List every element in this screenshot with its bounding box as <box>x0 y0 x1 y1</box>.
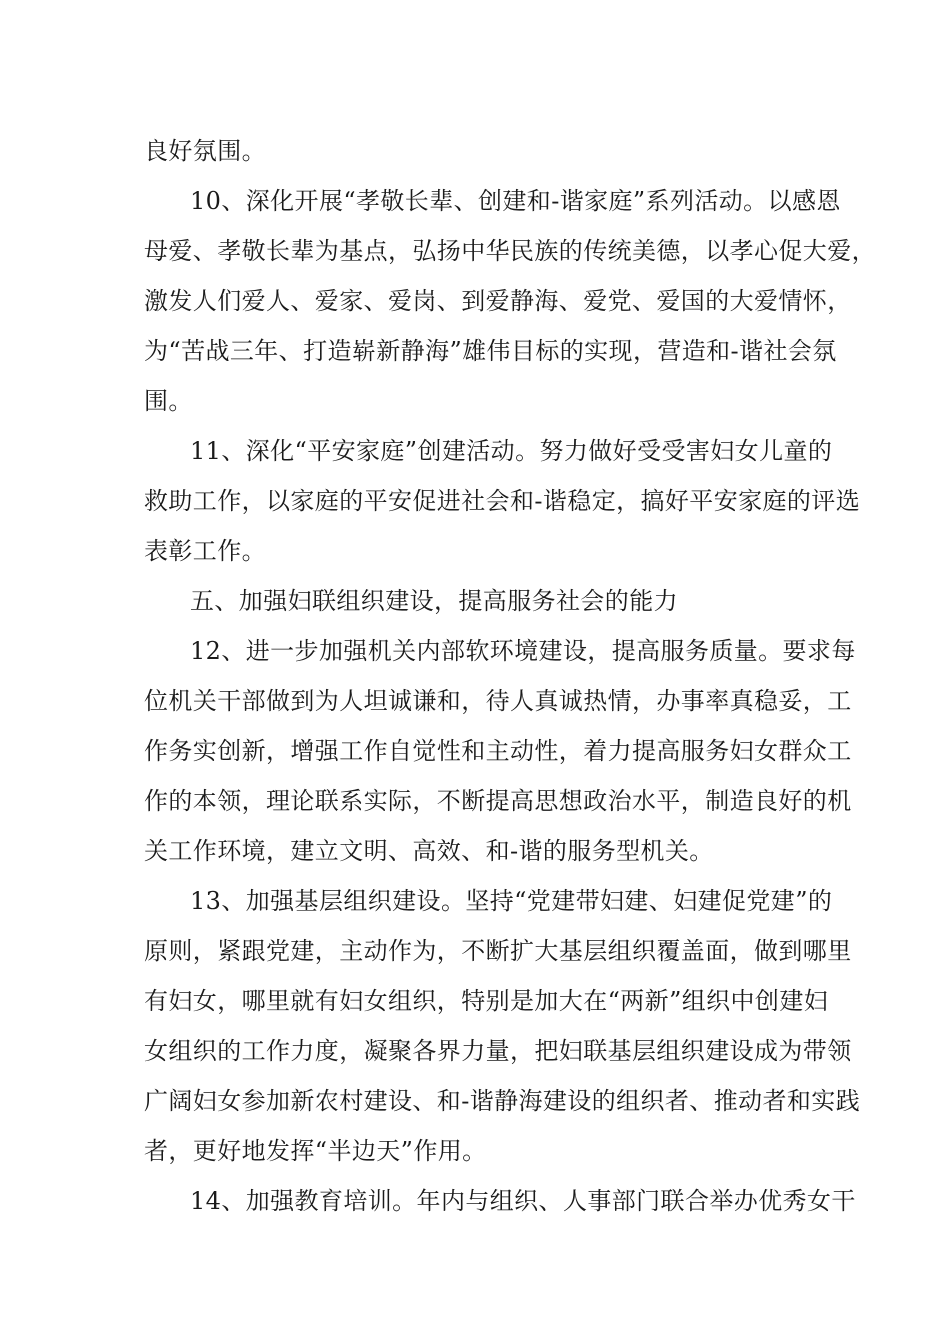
text-line: 14、加强教育培训。年内与组织、人事部门联合举办优秀女干 <box>190 1187 856 1215</box>
text-line: 位机关干部做到为人坦诚谦和，待人真诚热情，办事率真稳妥，工 <box>144 687 852 715</box>
text-line: 良好氛围。 <box>144 137 266 165</box>
text-line: 救助工作，以家庭的平安促进社会和-谐稳定，搞好平安家庭的评选 <box>144 487 861 515</box>
text-line: 原则，紧跟党建，主动作为，不断扩大基层组织覆盖面，做到哪里 <box>144 937 852 965</box>
text-line: 13、加强基层组织建设。坚持“党建带妇建、妇建促党建”的 <box>190 887 833 915</box>
section-heading: 五、加强妇联组织建设，提高服务社会的能力 <box>190 587 678 615</box>
text-line: 关工作环境，建立文明、高效、和-谐的服务型机关。 <box>144 837 714 865</box>
text-line: 作务实创新，增强工作自觉性和主动性，着力提高服务妇女群众工 <box>144 737 852 765</box>
text-line: 为“苦战三年、打造崭新静海”雄伟目标的实现，营造和-谐社会氛 <box>144 337 837 365</box>
text-line: 激发人们爱人、爱家、爱岗、到爱静海、爱党、爱国的大爱情怀， <box>144 287 852 315</box>
text-line: 10、深化开展“孝敬长辈、创建和-谐家庭”系列活动。以感恩 <box>190 187 841 215</box>
text-line: 11、深化“平安家庭”创建活动。努力做好受受害妇女儿童的 <box>190 437 833 465</box>
text-line: 女组织的工作力度，凝聚各界力量，把妇联基层组织建设成为带领 <box>144 1037 852 1065</box>
text-line: 围。 <box>144 387 193 415</box>
text-line: 者，更好地发挥“半边天”作用。 <box>144 1137 487 1165</box>
text-line: 作的本领，理论联系实际，不断提高思想政治水平，制造良好的机 <box>144 787 852 815</box>
text-line: 表彰工作。 <box>144 537 266 565</box>
text-line: 广阔妇女参加新农村建设、和-谐静海建设的组织者、推动者和实践 <box>144 1087 861 1115</box>
text-line: 母爱、孝敬长辈为基点，弘扬中华民族的传统美德，以孝心促大爱， <box>144 237 876 265</box>
text-line: 12、进一步加强机关内部软环境建设，提高服务质量。要求每 <box>190 637 856 665</box>
text-line: 有妇女，哪里就有妇女组织，特别是加大在“两新”组织中创建妇 <box>144 987 829 1015</box>
